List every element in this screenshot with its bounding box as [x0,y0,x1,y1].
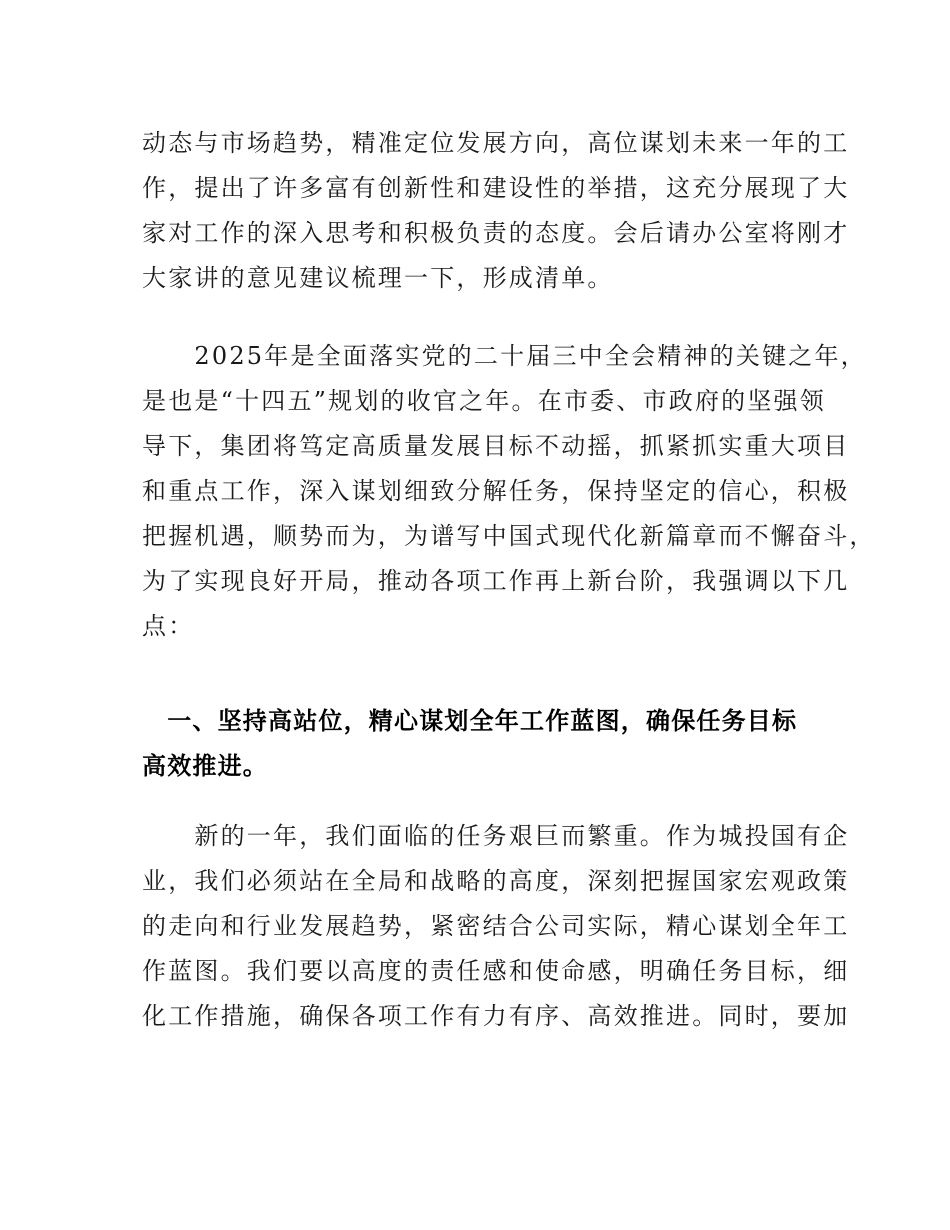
text-line: 2025年是全面落实党的二十届三中全会精神的关键之年， [142,342,867,370]
text-line: 和重点工作，深入谋划细致分解任务，保持坚定的信心，积极 [142,477,850,505]
text-line: 大家讲的意见建议梳理一下，形成清单。 [142,264,614,292]
text-line: 作，提出了许多富有创新性和建设性的举措，这充分展现了大 [142,174,850,202]
paragraph-2025-plan [142,334,876,649]
text-line: 是也是“十四五”规划的收官之年。在市委、市政府的坚强领 [142,387,826,415]
text-line: 新的一年，我们面临的任务艰巨而繁重。作为城投国有企 [142,822,850,850]
text-line: 把握机遇，顺势而为，为谱写中国式现代化新篇章而不懈奋斗， [142,522,876,550]
section-heading-1 [142,699,832,789]
text-line: 家对工作的深入思考和积极负责的态度。会后请办公室将刚才 [142,219,850,247]
paragraph-continuation [142,121,850,301]
text-line: 动态与市场趋势，精准定位发展方向，高位谋划未来一年的工 [142,129,850,157]
text-line: 化工作措施，确保各项工作有力有序、高效推进。同时，要加 [142,1002,850,1030]
text-line: 作蓝图。我们要以高度的责任感和使命感，明确任务目标，细 [142,957,850,985]
text-line: 的走向和行业发展趋势，紧密结合公司实际，精心谋划全年工 [142,912,850,940]
text-line: 点： [142,612,195,640]
paragraph-new-year [142,814,850,1039]
text-line: 导下，集团将笃定高质量发展目标不动摇，抓紧抓实重大项目 [142,432,850,460]
text-line: 业，我们必须站在全局和战略的高度，深刻把握国家宏观政策 [142,867,850,895]
text-line: 为了实现良好开局，推动各项工作再上新台阶，我强调以下几 [142,567,850,595]
heading-line: 一、坚持高站位，精心谋划全年工作蓝图，确保任务目标 [142,707,798,735]
heading-line: 高效推进。 [142,752,268,780]
